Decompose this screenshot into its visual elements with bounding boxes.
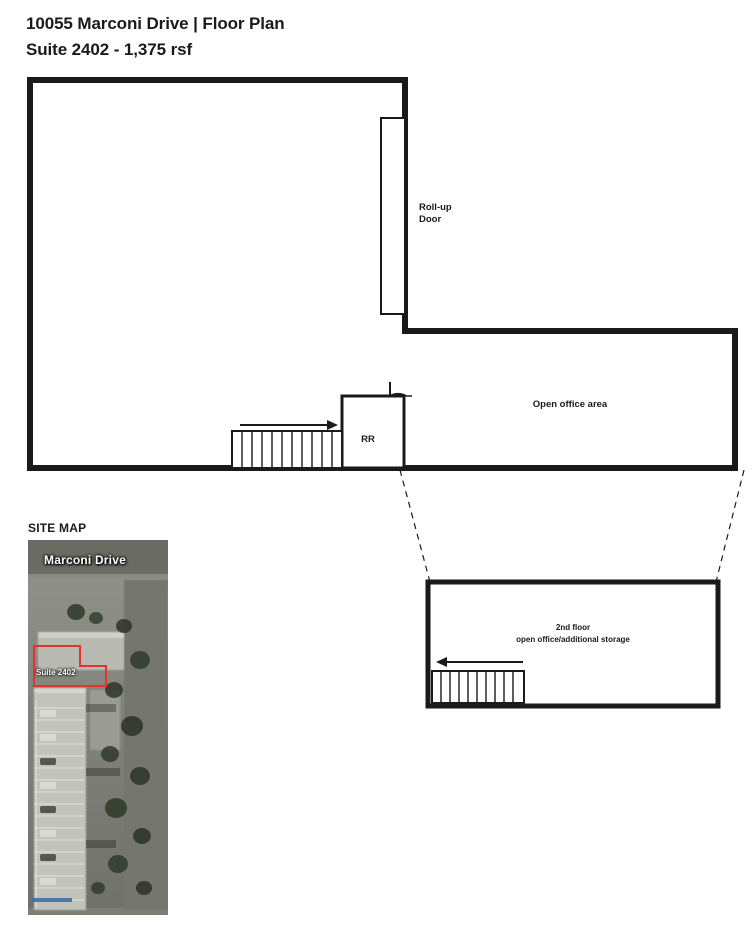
restroom-label: RR <box>361 434 375 445</box>
page-title-line1: 10055 Marconi Drive | Floor Plan <box>26 14 285 33</box>
roll-up-door-label-line2: Door <box>419 214 442 225</box>
roll-up-door <box>381 118 405 314</box>
map-scale-bar <box>32 898 72 902</box>
street-label: Marconi Drive <box>44 553 126 567</box>
site-map-image[interactable] <box>28 540 168 915</box>
page-title-line2: Suite 2402 - 1,375 rsf <box>26 40 193 59</box>
stairs-second-floor <box>432 671 524 703</box>
second-floor-label-line2: open office/additional storage <box>516 635 630 644</box>
leader-lines <box>400 470 744 582</box>
site-map-aerial <box>28 540 168 915</box>
restroom-room <box>342 382 412 468</box>
second-floor-label-line1: 2nd floor <box>555 623 591 632</box>
site-map-title: SITE MAP <box>28 521 87 535</box>
suite-callout-label: Suite 2402 <box>36 668 76 677</box>
roll-up-door-label-line1: Roll-up <box>419 202 452 213</box>
open-office-label: Open office area <box>532 399 608 410</box>
stairs-ground-floor <box>232 431 342 468</box>
